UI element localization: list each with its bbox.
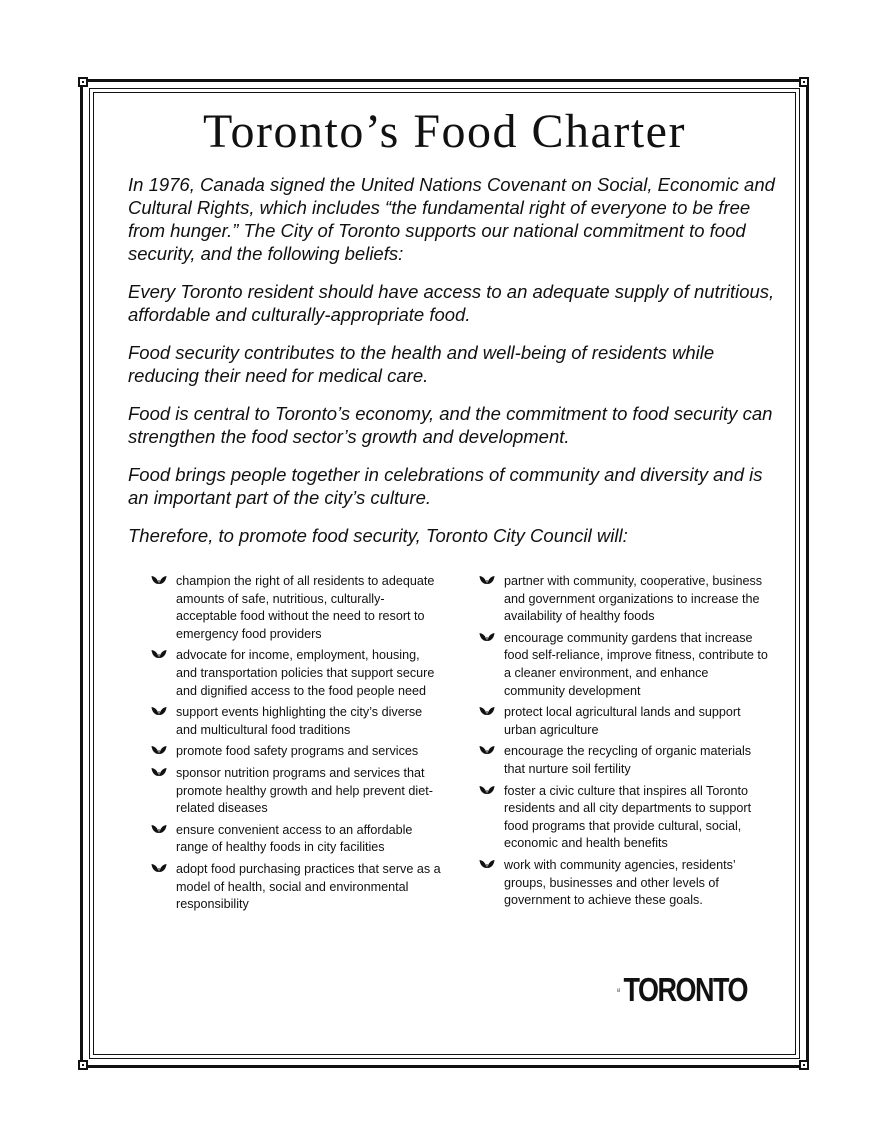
leaf-sprout-icon — [151, 824, 167, 834]
commitment-item — [151, 573, 441, 643]
leaf-sprout-icon — [479, 706, 495, 716]
commitment-text: adopt food purchasing practices that serve as a model of health, social and environmental responsibility — [176, 861, 441, 912]
corner-ornament-icon — [799, 77, 809, 87]
commitment-text: encourage the recycling of organic materials that nurture soil fertility — [504, 744, 752, 776]
leaf-sprout-icon — [151, 767, 167, 777]
leaf-sprout-icon — [151, 745, 167, 755]
commitment-text: work with community agencies, residents’ groups, businesses and other levels of government to achieve these goals. — [504, 857, 736, 908]
intro-section — [128, 173, 780, 562]
commitment-item — [479, 630, 769, 700]
commitment-text: foster a civic culture that inspires all Toronto residents and all city departments to support food programs that provide cultural, social, economic and health benefits — [504, 783, 752, 851]
commitment-item — [479, 743, 769, 778]
commitment-item — [479, 857, 769, 910]
corner-ornament-icon — [78, 77, 88, 87]
commitment-item — [479, 704, 769, 739]
city-hall-icon — [617, 972, 620, 1008]
commitment-text: advocate for income, employment, housing, and transportation policies that support secure and dignified access to the food people need — [176, 648, 435, 698]
leaf-sprout-icon — [479, 575, 495, 585]
belief-paragraph: Food brings people together in celebrations of community and diversity and is an important part of the city’s culture. — [128, 464, 763, 508]
commitment-text: champion the right of all residents to adequate amounts of safe, nutritious, culturally-acceptable food without the need to resort to emergency food providers — [176, 574, 435, 641]
commitment-text: encourage community gardens that increase food self-reliance, improve fitness, contribute to a cleaner environment, and enhance community development — [504, 630, 768, 698]
commitment-text: ensure convenient access to an affordable range of healthy foods in city facilities — [176, 822, 413, 855]
toronto-wordmark: TORONTO — [623, 970, 747, 1009]
commitment-item — [151, 743, 441, 761]
page-title: Toronto’s Food Charter — [203, 105, 686, 158]
commitment-item — [151, 647, 441, 700]
leaf-sprout-icon — [151, 649, 167, 659]
belief-paragraph: Food security contributes to the health and well-being of residents while reducing their need for medical care. — [128, 342, 715, 386]
leaf-sprout-icon — [151, 706, 167, 716]
commitment-text: sponsor nutrition programs and services that promote healthy growth and help prevent diet-related diseases — [176, 765, 433, 816]
council-statement: Therefore, to promote food security, Toronto City Council will: — [128, 525, 628, 546]
commitment-text: support events highlighting the city’s diverse and multicultural food traditions — [176, 705, 423, 737]
corner-ornament-icon — [799, 1060, 809, 1070]
intro-paragraph: In 1976, Canada signed the United Nations Covenant on Social, Economic and Cultural Rights, which includes “the fundamental right of everyone to be free from hunger.” The City of Toronto supports our national commitment to food security, and the following beliefs: — [128, 174, 775, 264]
commitment-item — [151, 822, 441, 857]
commitment-item — [479, 573, 769, 626]
belief-paragraph: Every Toronto resident should have access to an adequate supply of nutritious, affordable and culturally-appropriate food. — [128, 281, 775, 325]
commitment-item — [151, 765, 441, 818]
commitment-text: protect local agricultural lands and support urban agriculture — [504, 705, 741, 737]
leaf-sprout-icon — [479, 859, 495, 869]
commitment-item — [151, 704, 441, 739]
commitments-left-column — [151, 573, 441, 918]
toronto-logo — [617, 970, 747, 1010]
commitment-item — [479, 783, 769, 853]
leaf-sprout-icon — [151, 575, 167, 585]
commitments-right-column — [479, 573, 769, 914]
commitment-item — [151, 861, 441, 914]
corner-ornament-icon — [78, 1060, 88, 1070]
leaf-sprout-icon — [151, 863, 167, 873]
belief-paragraph: Food is central to Toronto’s economy, and the commitment to food security can strengthen the food sector’s growth and development. — [128, 403, 773, 447]
commitment-text: partner with community, cooperative, business and government organizations to increase the availability of healthy foods — [504, 574, 763, 624]
leaf-sprout-icon — [479, 745, 495, 755]
leaf-sprout-icon — [479, 632, 495, 642]
commitment-text: promote food safety programs and services — [176, 744, 419, 759]
leaf-sprout-icon — [479, 785, 495, 795]
